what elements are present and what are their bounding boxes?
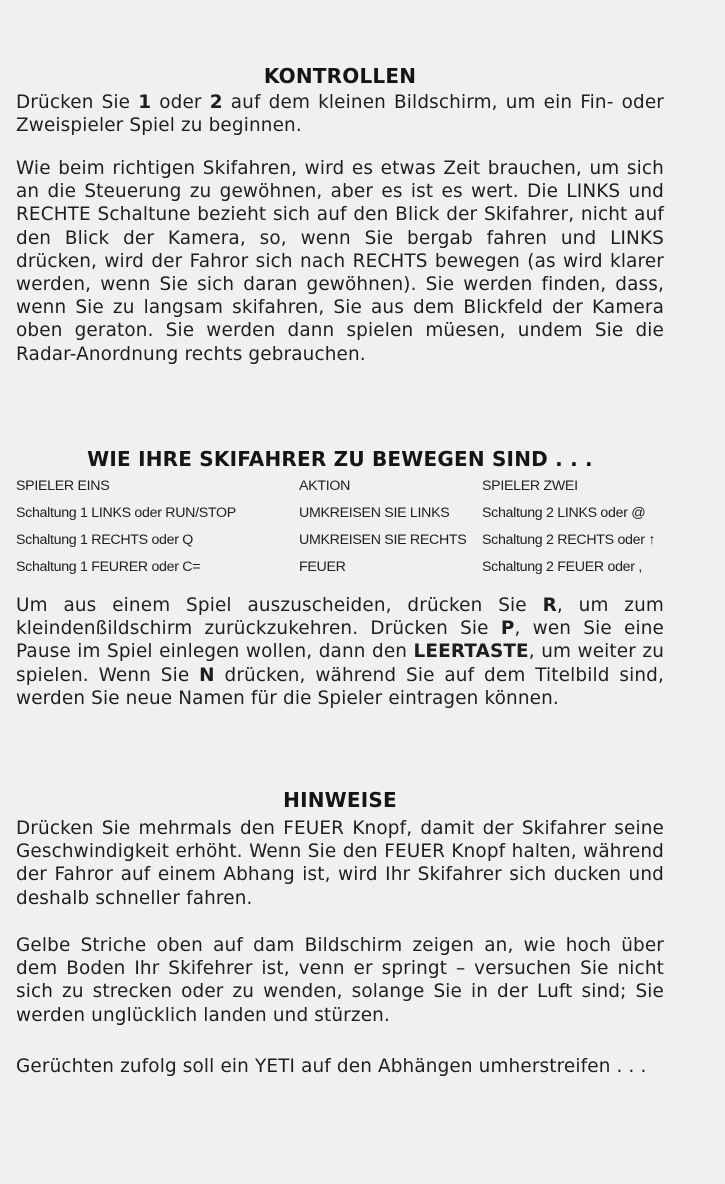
key-2: 2 bbox=[209, 92, 223, 113]
text-run: , um zum kleindenßildschirm zurückzukehren. Drücken Sie bbox=[16, 595, 664, 640]
header-spieler-eins: SPIELER EINS bbox=[16, 478, 110, 494]
kontrollen-heading: KONTROLLEN bbox=[263, 64, 417, 88]
table-row bbox=[16, 559, 666, 586]
table-row bbox=[16, 505, 666, 532]
hinweise-paragraph-3: Gerüchten zufolg soll ein YETI auf den Abhängen umherstreifen . . . bbox=[16, 1056, 647, 1077]
kontrollen-section bbox=[16, 64, 664, 88]
hinweise-text-2 bbox=[16, 934, 664, 1027]
kontrollen-paragraph-1 bbox=[16, 91, 664, 137]
text-run: drücken, während Sie auf dem Titelbild sind, werden Sie neue Namen für die Spieler eintragen können. bbox=[16, 664, 664, 709]
text-run: , wen Sie eine Pause im Spiel einlegen wollen, dann den bbox=[16, 618, 664, 663]
hinweise-paragraph-2: Gelbe Striche oben auf dam Bildschirm zeigen an, wie hoch über dem Boden Ihr Skifehrer ist, venn er springt – versuchen Sie nicht sich zu strecken oder zu wenden, solange Sie in der Luft sind; Sie werden unglücklich landen und stürzen. bbox=[16, 935, 664, 1026]
table-cell: Schaltung 2 LINKS oder @ bbox=[482, 505, 646, 521]
table-cell: UMKREISEN SIE LINKS bbox=[299, 505, 450, 521]
text-run: , um weiter zu spielen. Wenn Sie bbox=[16, 641, 665, 686]
text-run: Um aus einem Spiel auszuscheiden, drücken Sie bbox=[16, 595, 543, 616]
hinweise-heading: HINWEISE bbox=[283, 788, 397, 812]
hinweise-text-3 bbox=[16, 1055, 664, 1078]
table-cell: Schaltung 2 RECHTS oder ↑ bbox=[482, 532, 656, 548]
key-leertaste: LEERTASTE bbox=[413, 641, 529, 663]
hinweise-section bbox=[16, 788, 664, 812]
bewegen-paragraph bbox=[16, 594, 664, 710]
text-run: oder bbox=[151, 92, 210, 113]
key-r: R bbox=[542, 595, 557, 616]
table-cell: FEUER bbox=[299, 559, 346, 575]
text-run: Drücken Sie bbox=[16, 92, 139, 113]
bewegen-heading: WIE IHRE SKIFAHRER ZU BEWEGEN SIND . . . bbox=[87, 447, 593, 471]
table-header-row bbox=[16, 478, 666, 505]
bewegen-text bbox=[16, 594, 664, 710]
table-cell: Schaltung 1 RECHTS oder Q bbox=[16, 532, 194, 548]
kontrollen-paragraph-2: Wie beim richtigen Skifahren, wird es etwas Zeit brauchen, um sich an die Steuerung zu gewöhnen, aber es ist es wert. Die LINKS und RECHTE Schaltune bezieht sich auf den Blick der Skifahrer, nicht auf den Blick der Kamera, so, wenn Sie bergab fahren und LINKS drücken, wird der Fahror sich nach RECHTS bewegen (as wird klarer werden, wenn Sie sich daran gewöhnen). Sie werden finden, dass, wenn Sie zu langsam skifahren, Sie aus dem Blickfeld der Kamera oben geraton. Sie werden dann spielen müesen, undem Sie die Radar-Anordnung rechts gebrauchen. bbox=[16, 158, 664, 365]
table-row bbox=[16, 532, 666, 559]
kontrollen-text-2 bbox=[16, 157, 664, 366]
text-run: auf dem kleinen Bildschirm, um ein Fin- oder Zweispieler Spiel zu beginnen. bbox=[16, 92, 664, 137]
key-1: 1 bbox=[138, 92, 152, 113]
table-cell: UMKREISEN SIE RECHTS bbox=[299, 532, 467, 548]
header-aktion: AKTION bbox=[299, 478, 351, 494]
hinweise-text-1 bbox=[16, 817, 664, 910]
kontrollen-text-1 bbox=[16, 91, 664, 137]
key-p: P bbox=[500, 618, 515, 640]
table-cell: Schaltung 2 FEUER oder , bbox=[482, 559, 642, 575]
controls-table bbox=[16, 478, 666, 586]
header-spieler-zwei: SPIELER ZWEI bbox=[482, 478, 578, 494]
hinweise-paragraph-1: Drücken Sie mehrmals den FEUER Knopf, damit der Skifahrer seine Geschwindigkeit erhöht. Wenn Sie den FEUER Knopf halten, während der Fahror auf einem Abhang ist, wird Ihr Skifahrer sich ducken und deshalb schneller fahren. bbox=[16, 818, 664, 909]
key-n: N bbox=[199, 664, 215, 686]
bewegen-section bbox=[16, 447, 664, 471]
table-cell: Schaltung 1 LINKS oder RUN/STOP bbox=[16, 505, 236, 521]
table-cell: Schaltung 1 FEURER oder C= bbox=[16, 559, 201, 575]
